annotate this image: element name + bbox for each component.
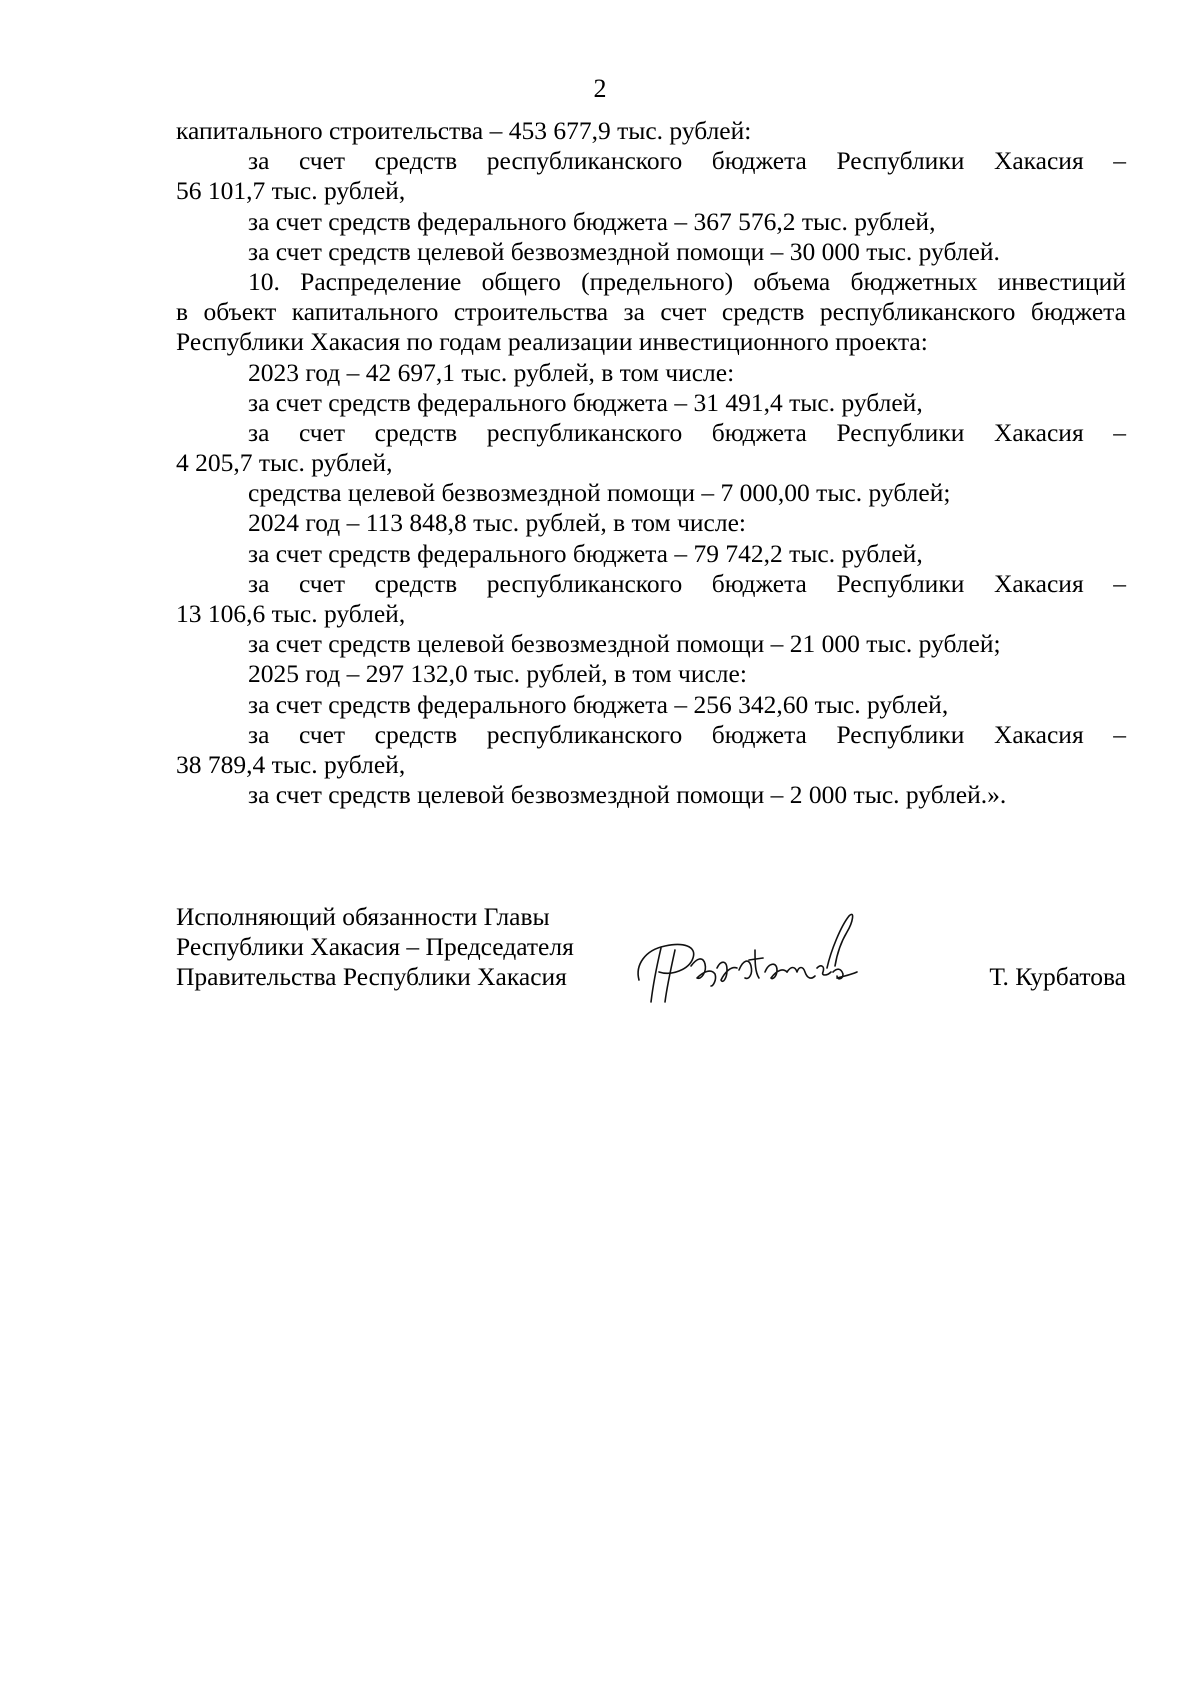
word: счет: [298, 146, 346, 176]
word: за: [248, 719, 270, 749]
page-number: 2: [593, 74, 607, 103]
signer-title: [176, 902, 574, 992]
body-text: [176, 116, 1126, 810]
text-line: за счет средств федерального бюджета – 31 491,4 тыс. рублей,: [248, 387, 923, 417]
word: –: [1113, 417, 1126, 447]
word: Хакасия: [993, 417, 1084, 447]
text-line-justified: [176, 569, 1126, 599]
text-line: 4 205,7 тыс. рублей,: [176, 448, 393, 478]
word: счет: [298, 568, 346, 598]
word: –: [1113, 568, 1126, 598]
year-heading-2023: 2023 год – 42 697,1 тыс. рублей, в том числе:: [248, 357, 735, 387]
word: бюджетных: [850, 266, 978, 296]
signature-block: [176, 902, 1126, 1012]
word: Республики: [836, 719, 965, 749]
text-line-justified: [176, 146, 1126, 176]
year-heading-2025: 2025 год – 297 132,0 тыс. рублей, в том числе:: [248, 659, 747, 689]
word: капитального: [291, 297, 439, 327]
word: средств: [374, 417, 458, 447]
text-line-justified: [176, 297, 1126, 327]
word: Хакасия: [993, 146, 1084, 176]
text-line: за счет средств федерального бюджета – 79 742,2 тыс. рублей,: [248, 538, 923, 568]
word: –: [1113, 146, 1126, 176]
text-line: за счет средств федерального бюджета – 256 342,60 тыс. рублей,: [248, 689, 949, 719]
word: за: [248, 417, 270, 447]
word: бюджета: [711, 146, 807, 176]
word: Распределение: [300, 266, 462, 296]
word: бюджета: [711, 417, 807, 447]
year-heading-2024: 2024 год – 113 848,8 тыс. рублей, в том числе:: [248, 508, 746, 538]
word: республиканского: [486, 719, 683, 749]
word: Республики: [836, 568, 965, 598]
signer-title-line: Правительства Республики Хакасия: [176, 962, 567, 991]
text-line: капитального строительства – 453 677,9 тыс. рублей:: [176, 116, 752, 145]
word: счет: [298, 719, 346, 749]
word: инвестиций: [997, 266, 1126, 296]
word: строительства: [453, 297, 609, 327]
text-line: средства целевой безвозмездной помощи – 7 000,00 тыс. рублей;: [248, 478, 951, 508]
word: –: [1113, 719, 1126, 749]
word: республиканского: [486, 146, 683, 176]
word: средств: [374, 146, 458, 176]
signer-name: Т. Курбатова: [989, 962, 1126, 991]
word: средств: [374, 719, 458, 749]
word: счет: [660, 297, 707, 327]
word: средств: [374, 568, 458, 598]
word: республиканского: [819, 297, 1016, 327]
text-line: за счет средств целевой безвозмездной помощи – 30 000 тыс. рублей.: [248, 236, 1000, 266]
text-line: Республики Хакасия по годам реализации инвестиционного проекта:: [176, 327, 928, 357]
text-line-justified: [176, 720, 1126, 750]
word: Хакасия: [993, 568, 1084, 598]
text-line-justified: [176, 267, 1126, 297]
text-line: 13 106,6 тыс. рублей,: [176, 599, 406, 628]
word: объема: [753, 266, 831, 296]
text-line: за счет средств целевой безвозмездной помощи – 21 000 тыс. рублей;: [248, 629, 1001, 659]
word: 10.: [248, 266, 280, 296]
word: (предельного): [581, 266, 734, 296]
word: в: [176, 297, 189, 327]
text-line: 56 101,7 тыс. рублей,: [176, 176, 406, 206]
handwritten-signature-image: [631, 910, 861, 1010]
word: за: [248, 146, 270, 176]
signer-title-line: Исполняющий обязанности Главы: [176, 902, 550, 931]
word: бюджета: [711, 568, 807, 598]
word: средств: [721, 297, 805, 327]
word: за: [623, 297, 645, 327]
word: Республики: [836, 146, 965, 176]
word: Хакасия: [993, 719, 1084, 749]
word: за: [248, 568, 270, 598]
text-line: 38 789,4 тыс. рублей,: [176, 749, 406, 779]
signer-title-line: Республики Хакасия – Председателя: [176, 932, 574, 961]
word: Республики: [836, 417, 965, 447]
word: республиканского: [486, 417, 683, 447]
word: объект: [203, 297, 277, 327]
word: республиканского: [486, 568, 683, 598]
text-line: за счет средств федерального бюджета – 367 576,2 тыс. рублей,: [248, 206, 936, 236]
word: бюджета: [1030, 297, 1126, 327]
word: бюджета: [711, 719, 807, 749]
word: счет: [298, 417, 346, 447]
text-line-justified: [176, 418, 1126, 448]
word: общего: [481, 266, 561, 296]
text-line: за счет средств целевой безвозмездной помощи – 2 000 тыс. рублей.».: [248, 780, 1007, 810]
